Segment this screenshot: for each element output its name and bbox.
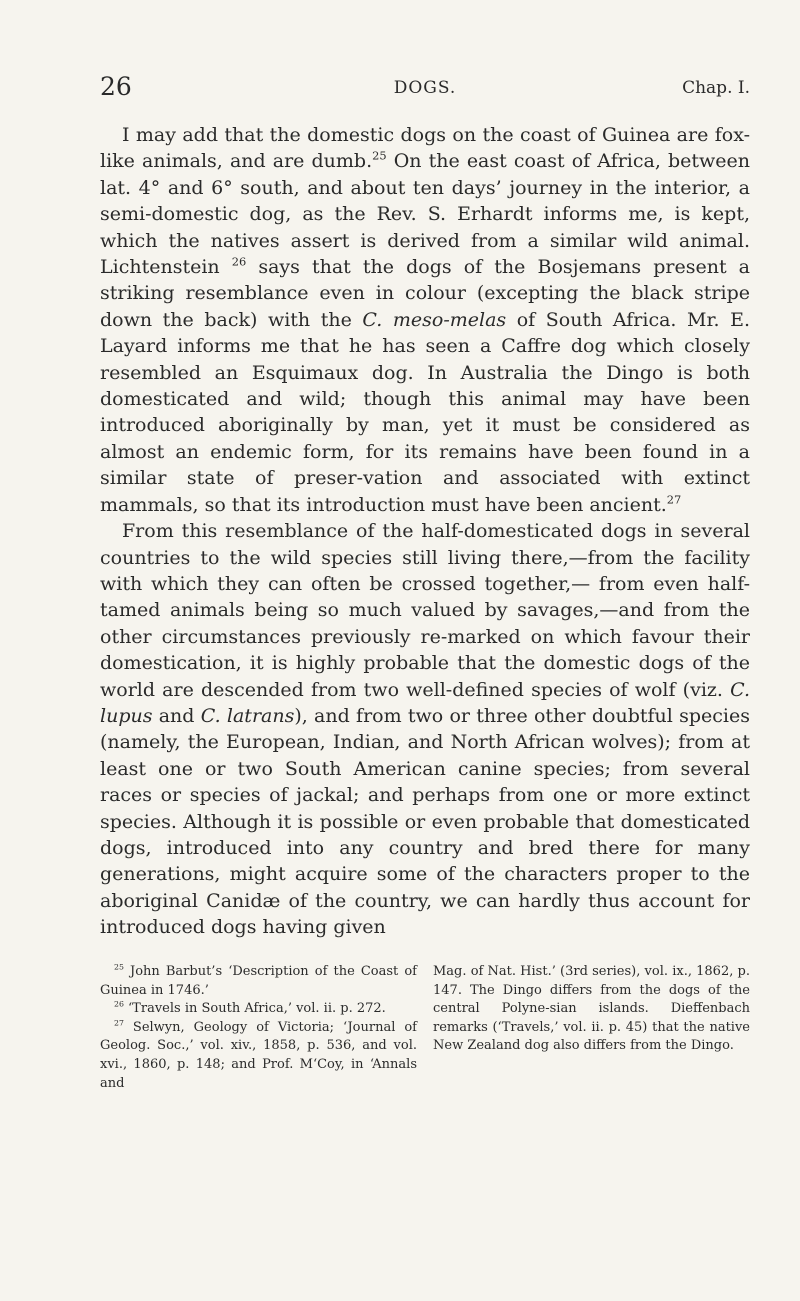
footnotes-right-column (433, 963, 750, 1093)
text-run: From this resemblance of the half-domesticated dogs in several countries to the wild species still living there,—from the facility with which they can often be crossed together,— from even half-tamed animals being so much valued by savages,—and from the other circumstances previously re-marked on which favour their domestication, it is highly probable that the domestic dogs of the world are descended from two well-defined species of wolf (viz. (100, 520, 750, 701)
footnote-text: Selwyn, Geology of Victoria; ‘Journal of Geolog. Soc.,’ vol. xiv., 1858, p. 536, and vol. xvi., 1860, p. 148; and Prof. M‘Coy, in ‘Annals and (100, 1019, 417, 1091)
text-run: says that the dogs of the Bosjemans present a striking resemblance even in colour (excepting the black stripe down the back) with the (100, 256, 751, 331)
footnotes (100, 963, 750, 1093)
footnote-27 (100, 1019, 417, 1093)
footnote-text: ‘Travels in South Africa,’ vol. ii. p. 272. (123, 1001, 386, 1017)
species-name: C. latrans (200, 704, 295, 727)
paragraph-2 (100, 518, 750, 941)
footnote-number: 25 (114, 962, 124, 972)
text-run: and (152, 704, 201, 727)
footnote-ref-25: 25 (372, 149, 387, 164)
text-run: ), and from two or three other doubtful species (namely, the European, Indian, and North African wolves); from at least one or two South American canine species; from several races or species of jackal; and perhaps from one or more extinct species. Although it is possible or even probable that domesticated dogs, introduced into any country and bred there for many generations, might acquire some of the characters proper to the aboriginal Canidæ of the country, we can hardly thus account for introduced dogs having given (100, 704, 750, 939)
chapter-label: Chap. I. (682, 78, 750, 98)
page-number: 26 (100, 72, 132, 101)
footnote-ref-26: 26 (231, 254, 247, 269)
text-run: I may add that the domestic dogs on the coast of Guinea are fox-like animals, and are dumb. (100, 124, 750, 173)
species-name: C. meso-melas (362, 308, 507, 331)
footnotes-left-column (100, 963, 417, 1093)
footnote-25 (100, 963, 417, 1000)
main-text (100, 122, 750, 941)
footnote-text: John Barbut’s ‘Description of the Coast of Guinea in 1746.’ (100, 964, 417, 998)
footnote-number: 27 (114, 1018, 124, 1028)
footnote-number: 26 (114, 999, 124, 1009)
footnote-26 (100, 1000, 417, 1019)
footnote-27-continued: Mag. of Nat. Hist.’ (3rd series), vol. ix., 1862, p. 147. The Dingo differs from the dogs of the central Polyne-sian islands. Dieffenbach remarks (‘Travels,’ vol. ii. p. 45) that the native New Zealand dog also differs from the Dingo. (433, 964, 750, 1054)
page-header (100, 72, 750, 106)
running-head: DOGS. (393, 78, 457, 98)
paragraph-1 (100, 122, 750, 518)
species-name: C. lupus (100, 678, 750, 727)
footnote-ref-27: 27 (666, 492, 682, 507)
text-run: of South Africa. Mr. E. Layard informs me that he has seen a Caffre dog which closely resembled an Esquimaux dog. In Australia the Dingo is both domesticated and wild; though this animal may have been introduced aboriginally by man, yet it must be considered as almost an endemic form, for its remains have been found in a similar state of preser-vation and associated with extinct mammals, so that its introduction must have been ancient. (100, 308, 750, 516)
text-run: On the east coast of Africa, between lat. 4° and 6° south, and about ten days’ journey in the interior, a semi-domestic dog, as the Rev. S. Erhardt informs me, is kept, which the natives assert is derived from a similar wild animal. Lichtenstein (100, 150, 751, 279)
